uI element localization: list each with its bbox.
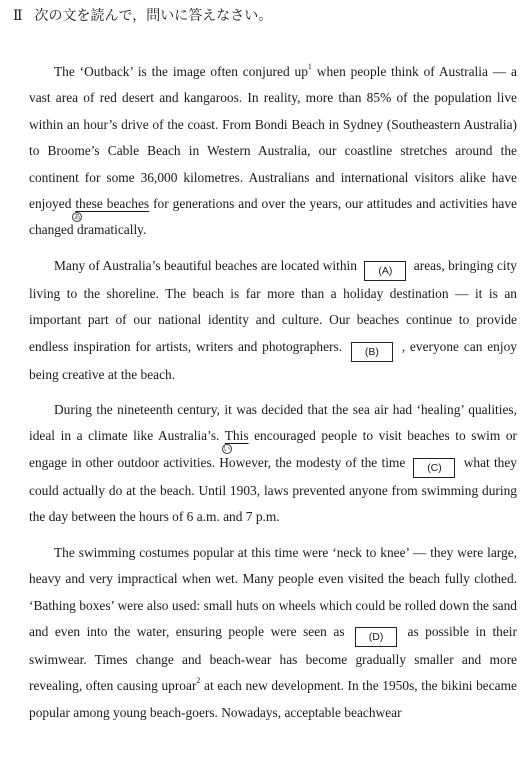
instruction-text: 次の文を読んで，問いに答えなさい。: [34, 9, 273, 24]
reading-passage: [29, 59, 517, 735]
blank-box-b: (B): [351, 342, 393, 362]
paragraph-2: Many of Australia’s beautiful beaches are located within (A) areas, bringing city living to the shoreline. The beach is far more than a holiday destination — it is an important part of our national identity and culture. Our beaches continue to provide endless inspiration for artists, writers and photographers. (B) , everyone can enjoy being creative at the beach.: [29, 257, 517, 382]
circled-mark-a: あ: [73, 213, 81, 222]
question-header: [13, 7, 272, 26]
blank-box-d: (D): [355, 627, 397, 647]
section-numeral: Ⅱ: [13, 8, 23, 24]
blank-box-a: (A): [364, 261, 406, 281]
paragraph-1: The ‘Outback’ is the image often conjured up$^1$ when people think of Australia — a vast area of red desert and kangaroos. In reality, more than 85% of the population live within an hour’s drive of the coast. From Bondi Beach in Sydney (Southeastern Australia) to Broome’s Cable Beach in Western Australia, our coastline stretches around the continent for some 36,000 kilometres. Australians and international visitors alike have enjoyed these beaches あ for generations and over the years, our attitudes and activities have changed dramatically.: [29, 62, 517, 238]
footnote-marker-2: 2: [196, 676, 201, 686]
underlined-phrase-a: these beaches あ: [73, 196, 150, 222]
footnote-marker-1: 1: [307, 62, 312, 71]
paragraph-3: During the nineteenth century, it was decided that the sea air had ‘healing’ qualities, ideal in a climate like Australia’s. This い encouraged people to visit beaches to swim or engage in other outdoor activities. However, the modesty of the time (C) what they could actually do at the beach. Until 1903, laws prevented anyone from swimming during the day between the hours of 6 a.m. and 7 p.m.: [29, 402, 517, 525]
paragraph-4: The swimming costumes popular at this time were ‘neck to knee’ — they were large, heavy and very impractical when wet. Many people even visited the beach fully clothed. ‘Bathing boxes’ were also used: small huts on wheels which could be rolled down the sand and even into the water, ensuring people were seen as (D) as possible in their swimwear. Times change and beach-wear has become gradually smaller and more revealing, often causing uproar$^2$ at each new development. In the 1950s, the bikini became popular among young beach-goers. Nowadays, acceptable beachwear: [29, 544, 517, 720]
underlined-phrase-i: This い: [223, 428, 249, 454]
circled-mark-i: い: [223, 445, 231, 454]
blank-box-c: (C): [413, 458, 455, 478]
